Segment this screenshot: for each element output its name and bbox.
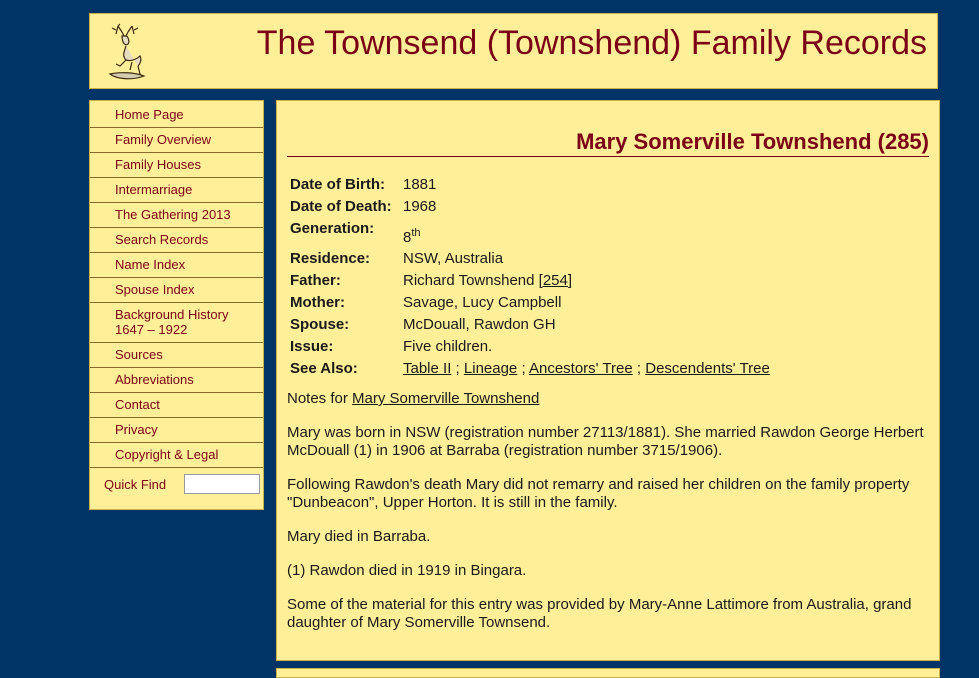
nav-contact[interactable]: Contact [90,393,263,418]
mother-label: Mother: [290,294,345,311]
generation-number: 8 [403,229,412,246]
nav-family-overview[interactable]: Family Overview [90,128,263,153]
nav-background-history[interactable] [90,303,263,343]
stag-crest-icon [104,22,150,84]
spouse-value: McDouall, Rawdon GH [403,316,556,333]
nav-home-page[interactable]: Home Page [90,101,263,128]
residence-label: Residence: [290,250,371,267]
issue-label: Issue: [290,338,334,355]
notes-paragraph: Mary was born in NSW (registration number 27113/1881). She married Rawdon George Herbert McDouall (1) in 1906 at Barraba (registration number 3715/1906). [287,424,924,459]
main-content [276,100,940,661]
nav-family-houses[interactable]: Family Houses [90,153,263,178]
nav-background-history-line2: 1647 – 1922 [115,322,188,337]
nav-background-history-line1: Background History [115,307,229,322]
father-link[interactable]: [254] [538,272,573,289]
person-title: Mary Somerville Townshend (285) [576,129,929,154]
nav-privacy[interactable]: Privacy [90,418,263,443]
notes-person-link[interactable]: Mary Somerville Townshend [352,390,540,407]
site-header [89,13,938,89]
separator: ; [521,360,526,377]
nav-the-gathering-2013[interactable]: The Gathering 2013 [90,203,263,228]
notes-section [287,390,927,648]
person-facts [288,175,772,381]
notes-heading-prefix: Notes for [287,390,348,407]
father-label: Father: [290,272,341,289]
father-value [401,271,772,293]
residence-value: NSW, Australia [403,250,504,267]
quick-find-label: Quick Find [104,476,167,492]
separator: ; [636,360,642,377]
issue-value: Five children. [403,338,493,355]
spouse-label: Spouse: [290,316,350,333]
link-table-ii[interactable]: Table II [403,360,452,377]
nav-spouse-index[interactable]: Spouse Index [90,278,263,303]
notes-paragraph: Some of the material for this entry was provided by Mary-Anne Lattimore from Australia, grand daughter of Mary Somerville Townsend. [287,596,912,631]
nav-search-records[interactable]: Search Records [90,228,263,253]
next-panel-edge [276,668,940,678]
notes-paragraph: (1) Rawdon died in 1919 in Bingara. [287,562,527,579]
generation-value [401,219,772,249]
site-title: The Townsend (Townshend) Family Records [256,24,927,62]
dod-label: Date of Death: [290,198,392,215]
nav-abbreviations[interactable]: Abbreviations [90,368,263,393]
title-divider [287,156,929,157]
dod-value: 1968 [403,198,437,215]
link-ancestors-tree[interactable]: Ancestors' Tree [528,360,633,377]
dob-value: 1881 [403,176,437,193]
dob-label: Date of Birth: [290,176,385,193]
see-also-label: See Also: [290,360,358,377]
quick-find [90,468,263,494]
sidebar-nav [89,100,264,510]
father-name: Richard Townshend [403,272,535,289]
nav-name-index[interactable]: Name Index [90,253,263,278]
mother-value: Savage, Lucy Campbell [403,294,562,311]
separator: ; [455,360,460,377]
notes-heading [287,390,927,408]
generation-label: Generation: [290,220,375,237]
nav-sources[interactable]: Sources [90,343,263,368]
quick-find-input[interactable] [184,474,260,494]
notes-paragraph: Following Rawdon's death Mary did not remarry and raised her children on the family property "Dunbeacon", Upper Horton. It is still in the family. [287,476,910,511]
nav-copyright-legal[interactable]: Copyright & Legal [90,443,263,468]
link-descendents-tree[interactable]: Descendents' Tree [645,360,770,377]
nav-intermarriage[interactable]: Intermarriage [90,178,263,203]
notes-paragraph: Mary died in Barraba. [287,528,431,545]
see-also-links [401,359,772,381]
generation-suffix: th [411,227,421,239]
link-lineage[interactable]: Lineage [463,360,518,377]
